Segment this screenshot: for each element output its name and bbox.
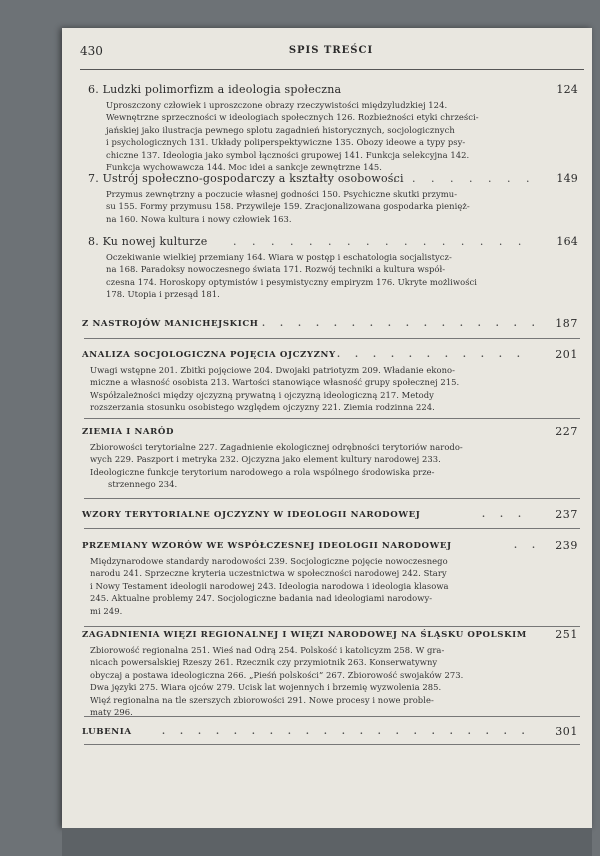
toc-entry-page: 187 bbox=[555, 317, 578, 330]
toc-entry-description bbox=[82, 555, 578, 617]
toc-entry-description bbox=[88, 188, 578, 225]
toc-entry-page: 237 bbox=[555, 508, 578, 521]
toc-entry-page: 227 bbox=[555, 425, 578, 438]
toc-entry-lubenia bbox=[82, 725, 578, 739]
leader-dots bbox=[482, 508, 534, 522]
toc-entry-title-row bbox=[82, 508, 578, 522]
description-line: i psychologicznych 131. Układy poliperspektywiczne 135. Obozy ideowe a typy psy- bbox=[106, 137, 466, 148]
toc-entry-description bbox=[82, 644, 578, 718]
description-line: maty 296. bbox=[90, 706, 133, 717]
leader-dots bbox=[514, 539, 548, 553]
toc-entry-title-row bbox=[82, 425, 578, 439]
description-line: jańskiej jako ilustracja pewnego splotu zagadnień historycznych, socjologicznych bbox=[106, 124, 455, 135]
toc-entry-description bbox=[82, 364, 578, 414]
toc-entry-title-row bbox=[82, 628, 578, 642]
description-line: Przymus zewnętrzny a poczucie własnej godności 150. Psychiczne skutki przymu- bbox=[106, 189, 458, 199]
description-line: Funkcja wychowawcza 144. Moc idei a sankcje zewnętrzne 145. bbox=[106, 161, 382, 172]
section-separator bbox=[84, 626, 580, 627]
description-line: chiczne 137. Ideologia jako symbol łączności grupowej 141. Funkcja selekcyjna 142. bbox=[106, 149, 470, 160]
toc-entry-page: 251 bbox=[555, 628, 578, 641]
description-line: czesna 174. Horoskopy optymistów i pesymistyczny empiryzm 176. Ukryte możliwości bbox=[106, 276, 478, 287]
toc-entry-title-row bbox=[82, 539, 578, 553]
book-page bbox=[62, 28, 592, 828]
leader-dots bbox=[337, 348, 534, 362]
toc-entry-7 bbox=[88, 172, 578, 225]
section-separator bbox=[84, 744, 580, 745]
description-line: miczne a własność osobista 213. Wartości stanowiące własność grupy społecznej 215. bbox=[90, 377, 460, 388]
toc-entry-page: 201 bbox=[555, 348, 578, 361]
toc-entry-title: 8. Ku nowej kulturze bbox=[88, 235, 208, 248]
description-line: strzennego 234. bbox=[108, 479, 178, 490]
toc-entry-title-row bbox=[88, 83, 578, 97]
description-line: wych 229. Paszport i metryka 232. Ojczyzna jako element kultury narodowej 233. bbox=[90, 454, 441, 465]
toc-entry-title-row bbox=[82, 725, 578, 739]
description-line: su 155. Formy przymusu 158. Przywileje 159. Zracjonalizowana gospodarka pienięż- bbox=[106, 201, 470, 212]
toc-entry-8 bbox=[88, 235, 578, 301]
toc-entry-zagadnienia bbox=[82, 628, 578, 718]
leader-dots bbox=[262, 317, 534, 331]
description-line: narodu 241. Sprzeczne kryteria uczestnictwa w społeczności narodowej 242. Stary bbox=[90, 568, 447, 579]
description-line: mi 249. bbox=[90, 605, 123, 616]
toc-entry-analiza bbox=[82, 348, 578, 414]
toc-entry-title: PRZEMIANY WZORÓW WE WSPÓŁCZESNEJ IDEOLOGII NARODOWEJ bbox=[82, 541, 452, 551]
toc-entry-description bbox=[82, 441, 578, 491]
page-shadow-bottom bbox=[62, 828, 592, 856]
toc-entry-title: ANALIZA SOCJOLOGICZNA POJĘCIA OJCZYZNY bbox=[82, 350, 336, 360]
toc-entry-description bbox=[88, 99, 578, 173]
toc-entry-wzory bbox=[82, 508, 578, 522]
toc-entry-title-row bbox=[82, 348, 578, 362]
description-line: Międzynarodowe standardy narodowości 239. Socjologiczne pojęcie nowoczesnego bbox=[90, 556, 448, 566]
page-header bbox=[80, 44, 582, 62]
toc-entry-page: 164 bbox=[556, 235, 578, 248]
toc-entry-title: Z NASTROJÓW MANICHEJSKICH bbox=[82, 319, 259, 329]
leader-dots bbox=[162, 725, 534, 739]
running-title: SPIS TREŚCI bbox=[288, 45, 374, 56]
description-line: Zbiorowość regionalna 251. Wieś nad Odrą 254. Polskość i katolicyzm 258. W gra- bbox=[90, 645, 445, 655]
leader-dots bbox=[393, 172, 534, 186]
toc-entry-page: 124 bbox=[556, 83, 578, 96]
description-line: Dwa języki 275. Wiara ojców 279. Ucisk lat wojennych i brzemię wyzwolenia 285. bbox=[90, 682, 442, 693]
toc-entry-title: WZORY TERYTORIALNE OJCZYZNY W IDEOLOGII NARODOWEJ bbox=[82, 510, 421, 520]
toc-entry-6 bbox=[88, 83, 578, 173]
toc-entry-title-row bbox=[82, 317, 578, 331]
toc-entry-title: ZAGADNIENIA WIĘZI REGIONALNEJ I WIĘZI NARODOWEJ NA ŚLĄSKU OPOLSKIM bbox=[82, 630, 527, 640]
toc-entry-title-row bbox=[88, 235, 578, 249]
section-separator bbox=[84, 528, 580, 529]
toc-entry-przemiany bbox=[82, 539, 578, 617]
description-line: Wewnętrzne sprzeczności w ideologiach społecznych 126. Rozbieżności etyki chrześci- bbox=[106, 112, 479, 123]
toc-entry-title: 7. Ustrój społeczno-gospodarczy a kształty osobowości bbox=[88, 172, 404, 185]
description-line: na 168. Paradoksy nowoczesnego świata 171. Rozwój techniki a kultura współ- bbox=[106, 264, 446, 275]
description-line: Więź regionalna na tle szerszych zbiorowości 291. Nowe procesy i nowe proble- bbox=[90, 694, 434, 705]
description-line: nicach powersalskiej Rzeszy 261. Rzecznik czy przymiotnik 263. Konserwatywny bbox=[90, 657, 438, 668]
toc-entry-ziemia bbox=[82, 425, 578, 491]
description-line: rozszerzania stosunku osobistego względem ojczyzny 221. Ziemia rodzinna 224. bbox=[90, 402, 435, 413]
description-line: 178. Utopia i przesąd 181. bbox=[106, 289, 220, 300]
description-line: i Nowy Testament ideologii narodowej 243. Ideologia narodowa i ideologia klasowa bbox=[90, 580, 449, 591]
section-separator bbox=[84, 418, 580, 419]
toc-entry-title: ZIEMIA I NARÓD bbox=[82, 427, 175, 437]
leader-dots bbox=[233, 235, 534, 249]
section-separator bbox=[84, 338, 580, 339]
description-line: Uwagi wstępne 201. Zbitki pojęciowe 204. Dwojaki patriotyzm 209. Władanie ekono- bbox=[90, 365, 455, 375]
section-separator bbox=[84, 716, 580, 717]
description-line: Oczekiwanie wielkiej przemiany 164. Wiara w postęp i eschatologia socjalistycz- bbox=[106, 252, 452, 262]
toc-entry-manichejskie bbox=[82, 317, 578, 331]
toc-entry-page: 301 bbox=[555, 725, 578, 738]
description-line: Współzależności między ojczyzną prywatną i ojczyzną ideologiczną 217. Metody bbox=[90, 389, 434, 400]
description-line: Ideologiczne funkcje terytorium narodowego a rola wspólnego środowiska prze- bbox=[90, 466, 435, 477]
section-separator bbox=[84, 498, 580, 499]
toc-entry-page: 149 bbox=[556, 172, 578, 185]
description-line: Zbiorowości terytorialne 227. Zagadnienie ekologicznej odrębności terytoriów narodo- bbox=[90, 442, 463, 452]
toc-entry-title-row bbox=[88, 172, 578, 186]
toc-entry-title: LUBENIA bbox=[82, 727, 132, 737]
page-number: 430 bbox=[80, 44, 103, 58]
toc-entry-page: 239 bbox=[555, 539, 578, 552]
description-line: na 160. Nowa kultura i nowy człowiek 163. bbox=[106, 213, 292, 224]
description-line: Uproszczony człowiek i uproszczone obrazy rzeczywistości międzyludzkiej 124. bbox=[106, 100, 448, 110]
description-line: 245. Aktualne problemy 247. Socjologiczne badania nad ideologiami narodowy- bbox=[90, 593, 433, 604]
toc-entry-title: 6. Ludzki polimorfizm a ideologia społeczna bbox=[88, 83, 342, 96]
header-rule bbox=[80, 69, 584, 70]
toc-entry-description bbox=[88, 251, 578, 301]
description-line: obyczaj a postawa ideologiczna 266. „Pieśń polskości” 267. Zbiorowość swojaków 273. bbox=[90, 669, 464, 680]
